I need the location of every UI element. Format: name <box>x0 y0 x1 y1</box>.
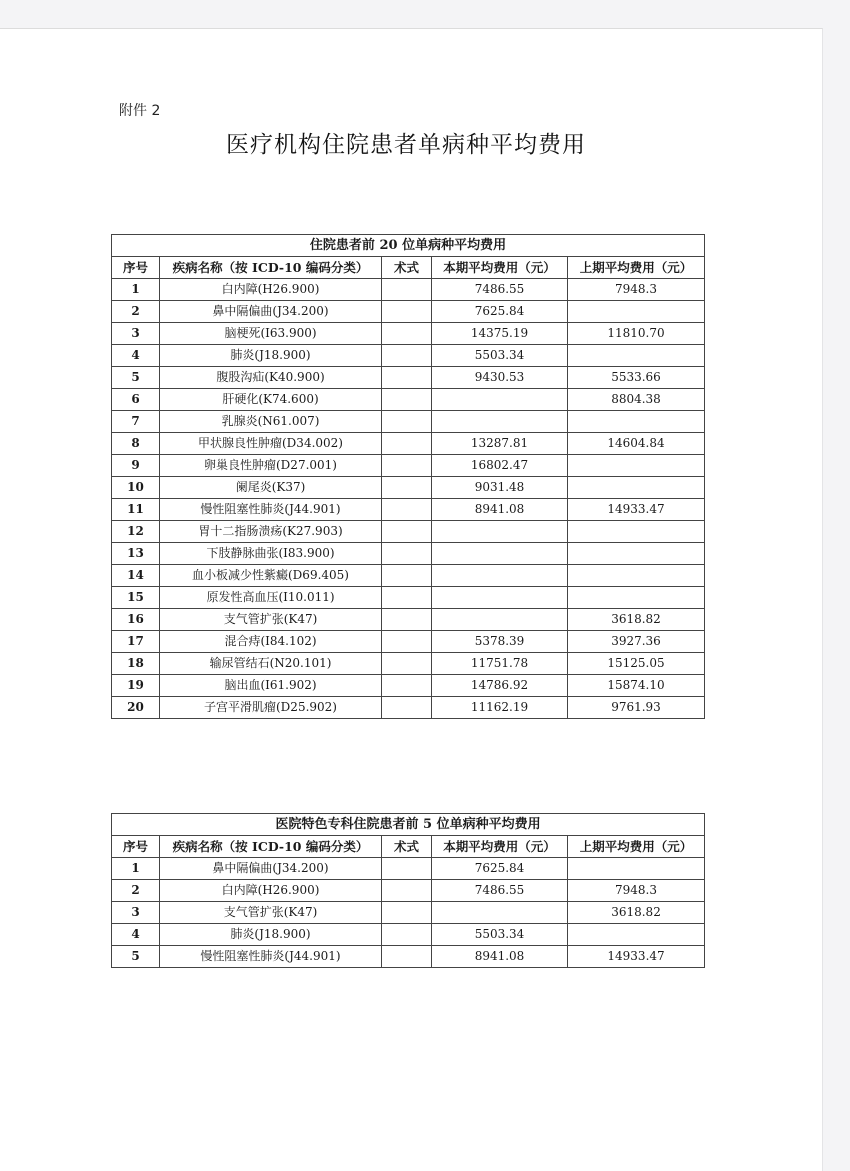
table-row <box>112 902 705 924</box>
disease-name: 腹股沟疝(K40.900) <box>160 367 382 389</box>
disease-name: 鼻中隔偏曲(J34.200) <box>160 301 382 323</box>
current-average-fee: 11162.19 <box>432 697 568 719</box>
table-row <box>112 924 705 946</box>
table-row <box>112 389 705 411</box>
previous-average-fee <box>568 345 705 367</box>
table-row <box>112 543 705 565</box>
current-average-fee <box>432 587 568 609</box>
previous-average-fee: 3927.36 <box>568 631 705 653</box>
row-number: 18 <box>112 653 160 675</box>
disease-name: 脑梗死(I63.900) <box>160 323 382 345</box>
row-number: 10 <box>112 477 160 499</box>
current-average-fee <box>432 411 568 433</box>
surgery-type <box>382 587 432 609</box>
current-average-fee: 7625.84 <box>432 858 568 880</box>
surgery-type <box>382 279 432 301</box>
table-row <box>112 587 705 609</box>
row-number: 2 <box>112 301 160 323</box>
previous-average-fee <box>568 455 705 477</box>
disease-name: 下肢静脉曲张(I83.900) <box>160 543 382 565</box>
table-row <box>112 477 705 499</box>
surgery-type <box>382 858 432 880</box>
row-number: 11 <box>112 499 160 521</box>
row-number: 4 <box>112 924 160 946</box>
column-header-previous: 上期平均费用（元） <box>568 257 705 279</box>
table-row <box>112 499 705 521</box>
surgery-type <box>382 411 432 433</box>
row-number: 12 <box>112 521 160 543</box>
surgery-type <box>382 433 432 455</box>
surgery-type <box>382 653 432 675</box>
current-average-fee: 7625.84 <box>432 301 568 323</box>
disease-name: 血小板减少性紫癜(D69.405) <box>160 565 382 587</box>
surgery-type <box>382 631 432 653</box>
row-number: 6 <box>112 389 160 411</box>
top20-fee-table <box>111 234 705 719</box>
disease-name: 肺炎(J18.900) <box>160 924 382 946</box>
previous-average-fee: 3618.82 <box>568 609 705 631</box>
row-number: 20 <box>112 697 160 719</box>
table-row <box>112 946 705 968</box>
previous-average-fee <box>568 301 705 323</box>
disease-name: 肝硬化(K74.600) <box>160 389 382 411</box>
row-number: 2 <box>112 880 160 902</box>
surgery-type <box>382 521 432 543</box>
column-header-no: 序号 <box>112 836 160 858</box>
disease-name: 白内障(H26.900) <box>160 880 382 902</box>
disease-name: 甲状腺良性肿瘤(D34.002) <box>160 433 382 455</box>
row-number: 7 <box>112 411 160 433</box>
row-number: 4 <box>112 345 160 367</box>
current-average-fee: 5503.34 <box>432 924 568 946</box>
disease-name: 慢性阻塞性肺炎(J44.901) <box>160 499 382 521</box>
surgery-type <box>382 902 432 924</box>
surgery-type <box>382 389 432 411</box>
previous-average-fee <box>568 565 705 587</box>
surgery-type <box>382 543 432 565</box>
current-average-fee: 7486.55 <box>432 279 568 301</box>
table-row <box>112 653 705 675</box>
current-average-fee: 8941.08 <box>432 946 568 968</box>
current-average-fee <box>432 609 568 631</box>
table-row <box>112 433 705 455</box>
table-row <box>112 367 705 389</box>
previous-average-fee <box>568 411 705 433</box>
previous-average-fee <box>568 924 705 946</box>
table-caption: 住院患者前 20 位单病种平均费用 <box>112 235 705 257</box>
previous-average-fee: 11810.70 <box>568 323 705 345</box>
disease-name: 原发性高血压(I10.011) <box>160 587 382 609</box>
column-header-surgery: 术式 <box>382 257 432 279</box>
surgery-type <box>382 499 432 521</box>
table-row <box>112 675 705 697</box>
current-average-fee <box>432 565 568 587</box>
current-average-fee: 9430.53 <box>432 367 568 389</box>
current-average-fee: 11751.78 <box>432 653 568 675</box>
table-row <box>112 631 705 653</box>
surgery-type <box>382 946 432 968</box>
previous-average-fee: 14604.84 <box>568 433 705 455</box>
table-row <box>112 279 705 301</box>
previous-average-fee: 15125.05 <box>568 653 705 675</box>
row-number: 19 <box>112 675 160 697</box>
disease-name: 卵巢良性肿瘤(D27.001) <box>160 455 382 477</box>
previous-average-fee: 15874.10 <box>568 675 705 697</box>
surgery-type <box>382 675 432 697</box>
surgery-type <box>382 301 432 323</box>
current-average-fee <box>432 902 568 924</box>
previous-average-fee <box>568 477 705 499</box>
column-header-disease: 疾病名称（按 ICD-10 编码分类） <box>160 257 382 279</box>
table-row <box>112 301 705 323</box>
current-average-fee <box>432 389 568 411</box>
table-row <box>112 345 705 367</box>
current-average-fee: 13287.81 <box>432 433 568 455</box>
disease-name: 脑出血(I61.902) <box>160 675 382 697</box>
table-row <box>112 858 705 880</box>
previous-average-fee <box>568 543 705 565</box>
surgery-type <box>382 323 432 345</box>
previous-average-fee: 14933.47 <box>568 499 705 521</box>
surgery-type <box>382 367 432 389</box>
row-number: 1 <box>112 858 160 880</box>
row-number: 5 <box>112 946 160 968</box>
previous-average-fee <box>568 521 705 543</box>
current-average-fee <box>432 521 568 543</box>
current-average-fee: 7486.55 <box>432 880 568 902</box>
surgery-type <box>382 477 432 499</box>
row-number: 8 <box>112 433 160 455</box>
previous-average-fee: 7948.3 <box>568 279 705 301</box>
row-number: 17 <box>112 631 160 653</box>
row-number: 15 <box>112 587 160 609</box>
current-average-fee: 16802.47 <box>432 455 568 477</box>
row-number: 3 <box>112 323 160 345</box>
table-row <box>112 565 705 587</box>
previous-average-fee: 5533.66 <box>568 367 705 389</box>
disease-name: 阑尾炎(K37) <box>160 477 382 499</box>
current-average-fee: 9031.48 <box>432 477 568 499</box>
table-row <box>112 609 705 631</box>
disease-name: 子宫平滑肌瘤(D25.902) <box>160 697 382 719</box>
column-header-surgery: 术式 <box>382 836 432 858</box>
attachment-label: 附件 2 <box>119 103 161 119</box>
column-header-previous: 上期平均费用（元） <box>568 836 705 858</box>
previous-average-fee <box>568 587 705 609</box>
row-number: 14 <box>112 565 160 587</box>
table-row <box>112 697 705 719</box>
disease-name: 输尿管结石(N20.101) <box>160 653 382 675</box>
disease-name: 混合痔(I84.102) <box>160 631 382 653</box>
current-average-fee: 14375.19 <box>432 323 568 345</box>
surgery-type <box>382 697 432 719</box>
surgery-type <box>382 345 432 367</box>
current-average-fee: 14786.92 <box>432 675 568 697</box>
surgery-type <box>382 609 432 631</box>
disease-name: 乳腺炎(N61.007) <box>160 411 382 433</box>
row-number: 5 <box>112 367 160 389</box>
row-number: 13 <box>112 543 160 565</box>
row-number: 16 <box>112 609 160 631</box>
table-row <box>112 411 705 433</box>
column-header-no: 序号 <box>112 257 160 279</box>
table-caption: 医院特色专科住院患者前 5 位单病种平均费用 <box>112 814 705 836</box>
disease-name: 慢性阻塞性肺炎(J44.901) <box>160 946 382 968</box>
surgery-type <box>382 565 432 587</box>
current-average-fee: 8941.08 <box>432 499 568 521</box>
document-title: 医疗机构住院患者单病种平均费用 <box>226 132 586 158</box>
column-header-disease: 疾病名称（按 ICD-10 编码分类） <box>160 836 382 858</box>
special-fee-table <box>111 813 705 968</box>
row-number: 9 <box>112 455 160 477</box>
previous-average-fee: 14933.47 <box>568 946 705 968</box>
current-average-fee: 5378.39 <box>432 631 568 653</box>
surgery-type <box>382 880 432 902</box>
disease-name: 白内障(H26.900) <box>160 279 382 301</box>
row-number: 1 <box>112 279 160 301</box>
previous-average-fee <box>568 858 705 880</box>
surgery-type <box>382 924 432 946</box>
previous-average-fee: 7948.3 <box>568 880 705 902</box>
disease-name: 胃十二指肠溃疡(K27.903) <box>160 521 382 543</box>
table-row <box>112 323 705 345</box>
disease-name: 支气管扩张(K47) <box>160 902 382 924</box>
column-header-current: 本期平均费用（元） <box>432 836 568 858</box>
column-header-current: 本期平均费用（元） <box>432 257 568 279</box>
disease-name: 肺炎(J18.900) <box>160 345 382 367</box>
previous-average-fee: 3618.82 <box>568 902 705 924</box>
row-number: 3 <box>112 902 160 924</box>
disease-name: 支气管扩张(K47) <box>160 609 382 631</box>
previous-average-fee: 9761.93 <box>568 697 705 719</box>
current-average-fee <box>432 543 568 565</box>
current-average-fee: 5503.34 <box>432 345 568 367</box>
surgery-type <box>382 455 432 477</box>
disease-name: 鼻中隔偏曲(J34.200) <box>160 858 382 880</box>
previous-average-fee: 8804.38 <box>568 389 705 411</box>
table-row <box>112 455 705 477</box>
table-row <box>112 521 705 543</box>
table-row <box>112 880 705 902</box>
